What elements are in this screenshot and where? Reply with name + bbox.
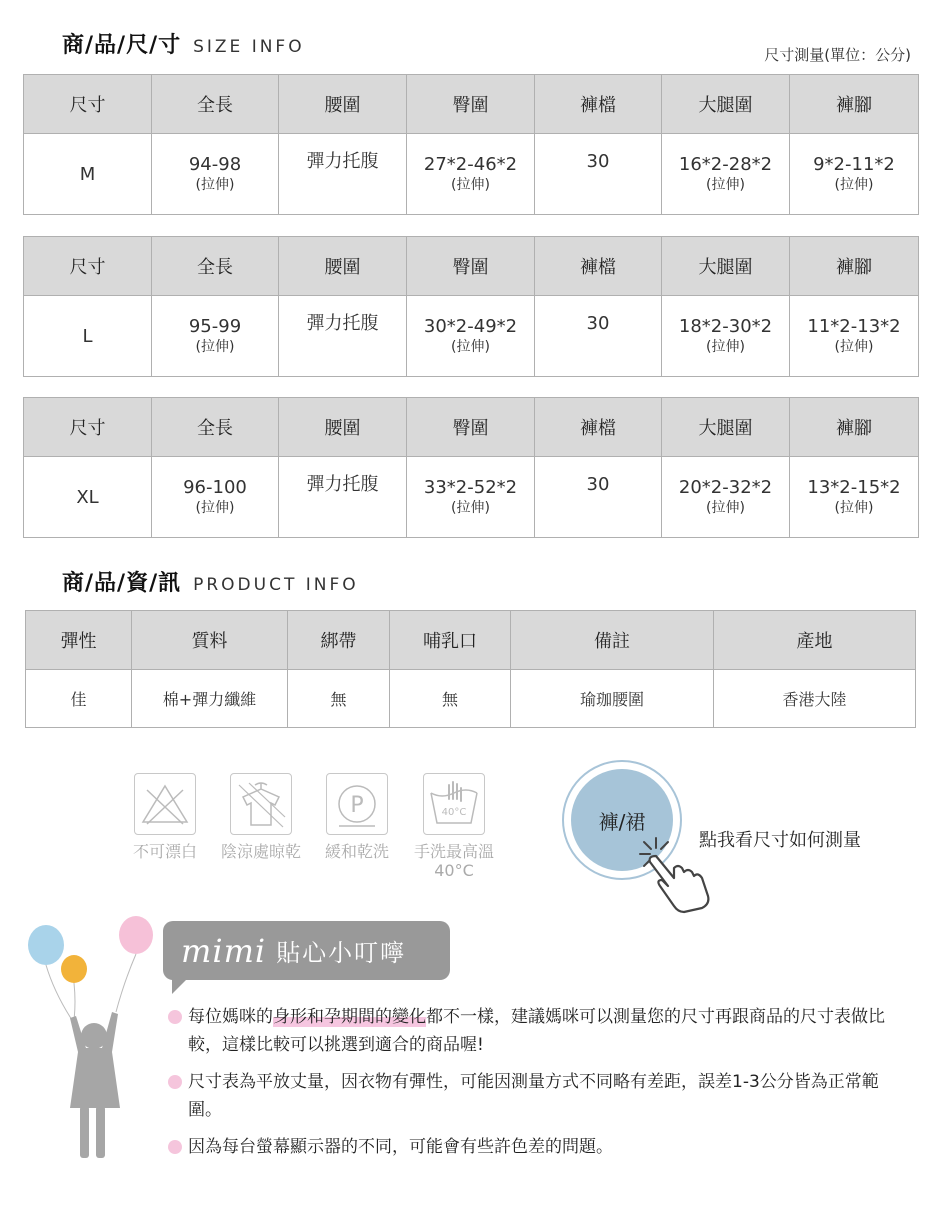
thigh-value: 18*2-30*2	[678, 316, 773, 337]
size-table-l	[23, 236, 919, 377]
dry-clean-symbol: P	[350, 793, 364, 818]
product-info-title-zh: 商/品/資/訊	[62, 571, 182, 596]
tip-text-pre: 每位媽咪的	[188, 1007, 273, 1027]
length-cell	[152, 134, 279, 215]
crotch-value: 30	[586, 151, 610, 172]
banner-tail	[172, 976, 190, 994]
hip-cell	[407, 134, 535, 215]
elasticity-value: 佳	[26, 670, 132, 728]
product-info-table	[25, 610, 916, 728]
stretch-note: (拉伸)	[195, 500, 235, 516]
stretch-note: (拉伸)	[706, 177, 745, 193]
tip-item	[168, 1068, 898, 1124]
crotch-value: 30	[586, 474, 610, 495]
header-thigh: 大腿圍	[662, 237, 790, 296]
header-tie: 綁帶	[288, 611, 390, 670]
header-length: 全長	[152, 237, 279, 296]
header-length: 全長	[152, 75, 279, 134]
stretch-note: (拉伸)	[706, 339, 745, 355]
no-bleach-icon	[134, 773, 196, 835]
thigh-value: 20*2-32*2	[678, 477, 773, 498]
header-thigh: 大腿圍	[662, 398, 790, 457]
hip-value: 30*2-49*2	[423, 316, 518, 337]
tip-text	[168, 1003, 898, 1059]
length-cell	[152, 296, 279, 377]
header-waist: 腰圍	[279, 75, 407, 134]
length-cell	[152, 457, 279, 538]
header-hem: 褲腳	[790, 237, 919, 296]
size-info-title	[62, 28, 305, 59]
size-table-header-row	[24, 237, 919, 296]
hem-cell	[790, 134, 919, 215]
measure-guide-link[interactable]: 點我看尺寸如何測量	[699, 830, 861, 851]
stretch-note: (拉伸)	[451, 339, 490, 355]
hip-value: 33*2-52*2	[423, 477, 518, 498]
header-length: 全長	[152, 398, 279, 457]
tip-item	[168, 1003, 898, 1059]
product-info-title-en: PRODUCT INFO	[193, 575, 359, 595]
hip-value: 27*2-46*2	[423, 154, 518, 175]
tips-banner	[163, 921, 450, 980]
stretch-note: (拉伸)	[451, 177, 490, 193]
size-value: M	[24, 134, 152, 215]
tie-value: 無	[288, 670, 390, 728]
waist-cell	[279, 457, 407, 538]
header-elasticity: 彈性	[26, 611, 132, 670]
care-label: 手洗最高溫	[413, 842, 494, 861]
stretch-note: (拉伸)	[834, 177, 874, 193]
crotch-cell	[535, 296, 662, 377]
nursing-value: 無	[390, 670, 511, 728]
material-value: 棉+彈力纖維	[132, 670, 288, 728]
header-crotch: 褲檔	[535, 75, 662, 134]
size-table-m	[23, 74, 919, 215]
hand-wash-icon	[423, 773, 485, 835]
hem-value: 11*2-13*2	[807, 316, 901, 337]
product-info-header-row	[26, 611, 916, 670]
hand-wash-temp: 40°C	[441, 807, 467, 818]
header-nursing: 哺乳口	[390, 611, 511, 670]
waist-cell	[279, 134, 407, 215]
waist-value: 彈力托腹	[306, 474, 379, 495]
stretch-note: (拉伸)	[706, 500, 745, 516]
crotch-value: 30	[586, 313, 610, 334]
header-hem: 褲腳	[790, 398, 919, 457]
thigh-value: 16*2-28*2	[678, 154, 773, 175]
care-label-temp: 40°C	[434, 861, 474, 880]
stretch-note: (拉伸)	[195, 177, 235, 193]
size-table-header-row	[24, 398, 919, 457]
care-shade-dry	[216, 773, 306, 861]
header-waist: 腰圍	[279, 237, 407, 296]
hem-value: 13*2-15*2	[807, 477, 901, 498]
unit-note: 尺寸測量(單位：公分)	[764, 46, 911, 64]
size-value: XL	[24, 457, 152, 538]
care-label: 不可漂白	[132, 842, 197, 861]
waist-value: 彈力托腹	[306, 313, 379, 334]
thigh-cell	[662, 296, 790, 377]
length-value: 96-100	[183, 477, 247, 498]
table-row	[24, 296, 919, 377]
shade-dry-icon	[230, 773, 292, 835]
size-info-title-zh: 商/品/尺/寸	[62, 33, 182, 58]
blue-balloon-icon	[28, 925, 64, 965]
crotch-cell	[535, 134, 662, 215]
orange-balloon-icon	[61, 955, 87, 983]
bullet-icon	[168, 1010, 182, 1024]
stretch-note: (拉伸)	[195, 339, 235, 355]
tip-text-post: 都不一樣，建議媽咪可以測量您的尺寸再跟商品的尺寸表做比較，這樣比較可以挑選到適合的商品喔!	[188, 1007, 885, 1055]
table-row	[26, 670, 916, 728]
size-table-xl	[23, 397, 919, 538]
header-hem: 褲腳	[790, 75, 919, 134]
mimi-logo: mimi	[181, 931, 267, 970]
dry-clean-icon	[326, 773, 388, 835]
bullet-icon	[168, 1075, 182, 1089]
thigh-cell	[662, 134, 790, 215]
tip-highlight: 身形和孕期間的變化	[273, 1007, 426, 1027]
thigh-cell	[662, 457, 790, 538]
header-origin: 產地	[714, 611, 916, 670]
header-hip: 臀圍	[407, 75, 535, 134]
header-waist: 腰圍	[279, 398, 407, 457]
care-label: 陰涼處晾乾	[220, 842, 301, 861]
size-info-title-en: SIZE INFO	[193, 37, 305, 57]
header-size: 尺寸	[24, 237, 152, 296]
remarks-value: 瑜珈腰圍	[511, 670, 714, 728]
stretch-note: (拉伸)	[451, 500, 490, 516]
header-hip: 臀圍	[407, 237, 535, 296]
length-value: 94-98	[188, 154, 242, 175]
pink-balloon-icon	[119, 916, 153, 954]
table-row	[24, 134, 919, 215]
hem-cell	[790, 296, 919, 377]
hip-cell	[407, 296, 535, 377]
tip-text: 因為每台螢幕顯示器的不同，可能會有些許色差的問題。	[188, 1137, 613, 1157]
stretch-note: (拉伸)	[834, 339, 874, 355]
size-value: L	[24, 296, 152, 377]
table-row	[24, 457, 919, 538]
waist-value: 彈力托腹	[306, 151, 379, 172]
crotch-cell	[535, 457, 662, 538]
care-no-bleach	[120, 773, 210, 861]
tip-text: 尺寸表為平放丈量，因衣物有彈性，可能因測量方式不同略有差距，誤差1-3公分皆為正常範圍。	[188, 1072, 879, 1120]
header-remarks: 備註	[511, 611, 714, 670]
waist-cell	[279, 296, 407, 377]
child-balloons-illustration	[24, 912, 164, 1164]
care-hand-wash	[409, 773, 499, 880]
header-hip: 臀圍	[407, 398, 535, 457]
header-size: 尺寸	[24, 75, 152, 134]
header-crotch: 褲檔	[535, 237, 662, 296]
bullet-icon	[168, 1140, 182, 1154]
hem-cell	[790, 457, 919, 538]
care-label: 緩和乾洗	[324, 842, 389, 861]
header-size: 尺寸	[24, 398, 152, 457]
pants-skirt-label: 褲/裙	[571, 769, 673, 871]
size-table-header-row	[24, 75, 919, 134]
header-crotch: 褲檔	[535, 398, 662, 457]
stretch-note: (拉伸)	[834, 500, 874, 516]
child-silhouette-icon	[70, 1012, 120, 1158]
hem-value: 9*2-11*2	[813, 154, 895, 175]
origin-value: 香港大陸	[714, 670, 916, 728]
care-dry-clean	[312, 773, 402, 861]
product-info-title	[62, 566, 359, 597]
hip-cell	[407, 457, 535, 538]
tip-item	[168, 1133, 898, 1161]
header-material: 質料	[132, 611, 288, 670]
length-value: 95-99	[188, 316, 242, 337]
header-thigh: 大腿圍	[662, 75, 790, 134]
tips-title: 貼心小叮嚀	[276, 939, 407, 967]
